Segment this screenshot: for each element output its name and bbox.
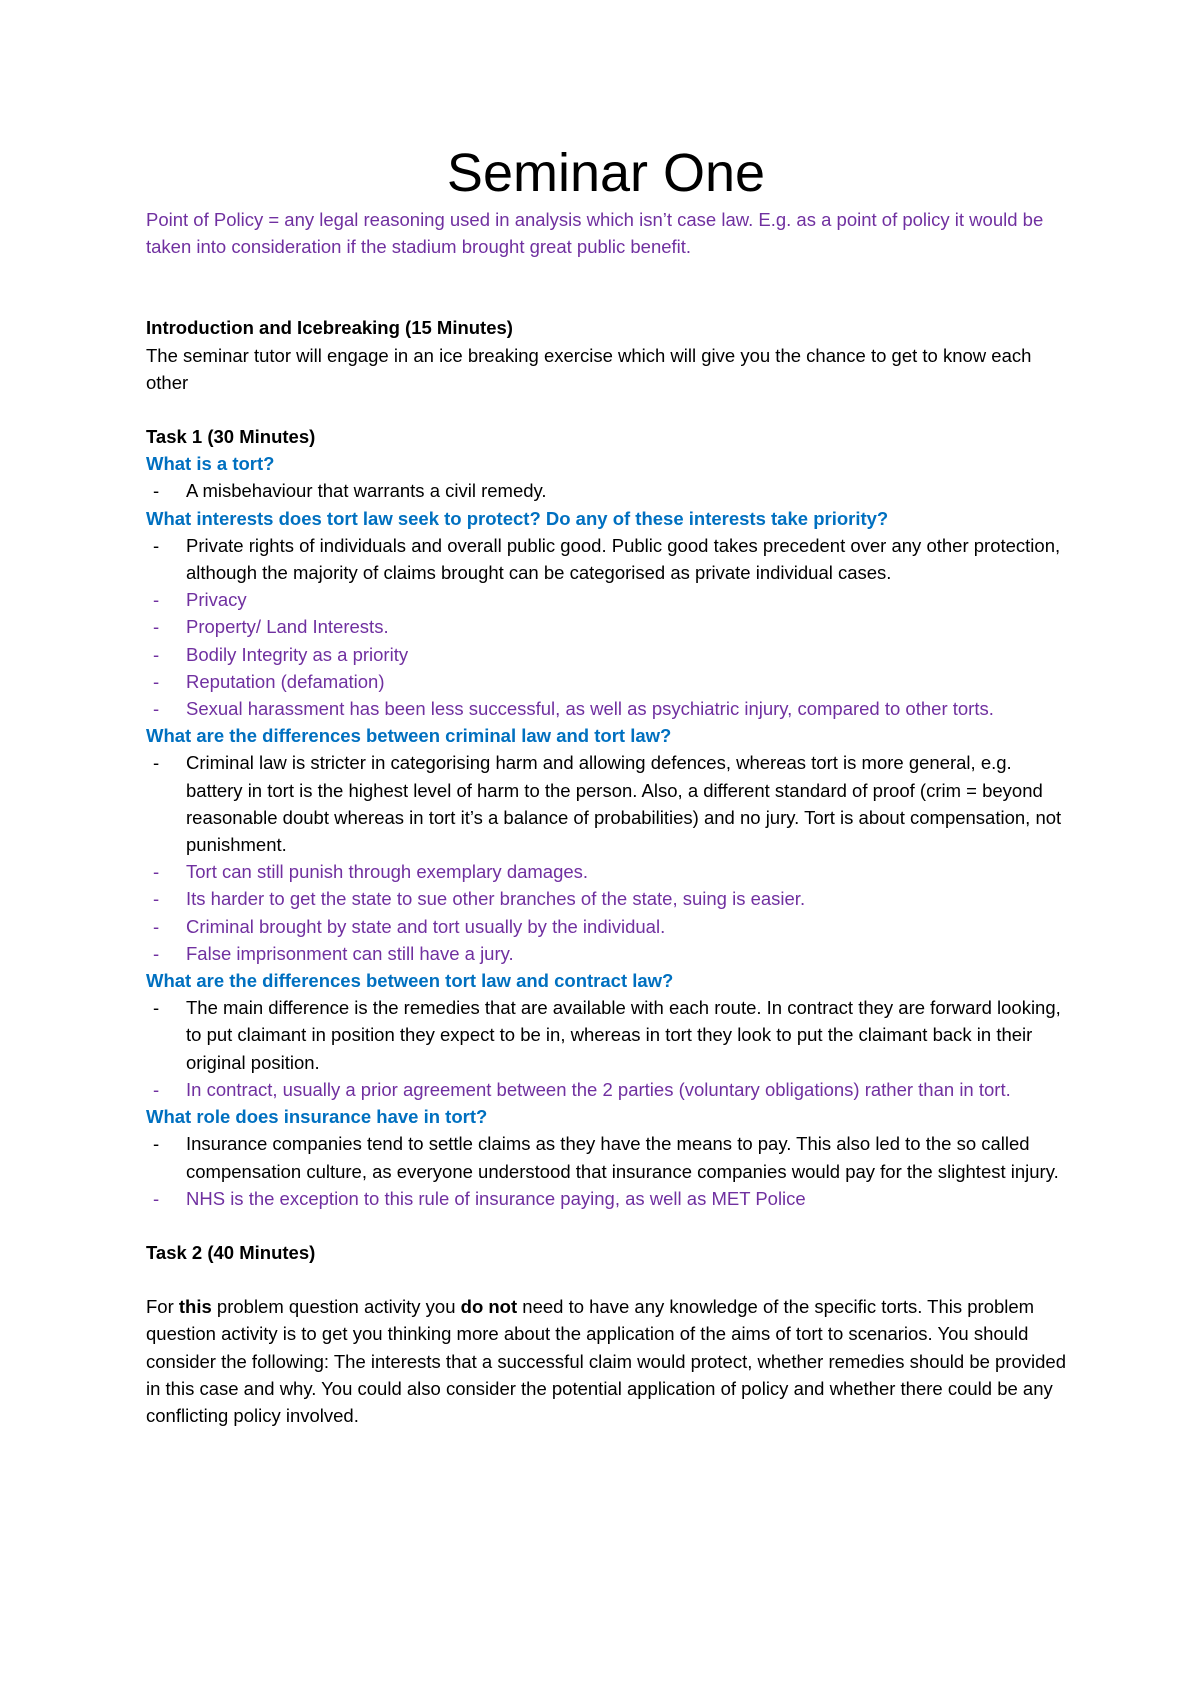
list-dash-icon: - [153,942,160,964]
list-dash-icon: - [153,861,160,883]
answer-text: In contract, usually a prior agreement between the 2 parties (voluntary obligations) rather than in tort. [186,1078,1011,1100]
list-dash-icon: - [153,1133,160,1155]
document-page [146,140,1066,1429]
question-heading: What are the differences between criminal law and tort law? [146,725,672,747]
answer-list [146,532,1066,722]
answer-text: Reputation (defamation) [186,670,385,692]
list-dash-icon: - [153,616,160,638]
answer-text: Its harder to get the state to sue other branches of the state, suing is easier. [186,888,806,910]
answer-text: Criminal brought by state and tort usually by the individual. [186,915,666,937]
list-dash-icon: - [153,589,160,611]
answer-text: Tort can still punish through exemplary damages. [186,861,589,883]
task2-emphasis-do-not: do not [460,1296,518,1318]
list-dash-icon: - [153,670,160,692]
answer-item [146,695,1066,722]
answer-item [146,913,1066,940]
answer-item [146,613,1066,640]
question-heading: What interests does tort law seek to protect? Do any of these interests take priority? [146,507,889,529]
list-dash-icon: - [153,480,160,502]
answer-item [146,1076,1066,1103]
list-dash-icon: - [153,1187,160,1209]
answer-text: Bodily Integrity as a priority [186,643,409,665]
answer-item [146,1130,1066,1184]
page-title: Seminar One [446,143,766,203]
answer-item [146,858,1066,885]
answer-item [146,641,1066,668]
answer-item [146,1185,1066,1212]
task1-heading: Task 1 (30 Minutes) [146,426,316,448]
answer-text: Sexual harassment has been less successful, as well as psychiatric injury, compared to other torts. [186,698,994,720]
answer-item [146,668,1066,695]
task2-emphasis-this: this [178,1296,212,1318]
answer-text: The main difference is the remedies that are available with each route. In contract they are forward looking, to put claimant in position they expect to be in, whereas in tort they look to put the claimant back in their original position. [186,997,1061,1073]
answer-item [146,885,1066,912]
answer-item [146,532,1066,586]
intro-heading: Introduction and Icebreaking (15 Minutes) [146,317,513,339]
answer-item [146,477,1066,504]
list-dash-icon: - [153,643,160,665]
task2-heading: Task 2 (40 Minutes) [146,1241,316,1263]
spacer [146,260,1066,314]
task1-sections [146,450,1066,1212]
spacer [146,396,1066,423]
list-dash-icon: - [153,534,160,556]
answer-list [146,994,1066,1103]
answer-text: NHS is the exception to this rule of insurance paying, as well as MET Police [186,1187,806,1209]
list-dash-icon: - [153,1078,160,1100]
answer-text: Criminal law is stricter in categorising harm and allowing defences, whereas tort is more general, e.g. battery in tort is the highest level of harm to the person. Also, a different standard of proof (crim = beyond reasonable doubt whereas in tort it’s a balance of probabilities) and no jury. Tort is about compensation, not punishment. [186,752,1062,856]
answer-text: Insurance companies tend to settle claims as they have the means to pay. This also led to the so called compensation culture, as everyone understood that insurance companies would pay for the slightest injury. [186,1133,1059,1182]
answer-text: Private rights of individuals and overall public good. Public good takes precedent over any other protection, although the majority of claims brought can be categorised as private individual cases. [186,534,1061,584]
answer-list [146,749,1066,967]
list-dash-icon: - [153,888,160,910]
spacer [146,1266,1066,1293]
policy-note: Point of Policy = any legal reasoning used in analysis which isn’t case law. E.g. as a point of policy it would be taken into consideration if the stadium brought great public benefit. [146,209,1044,258]
answer-item [146,586,1066,613]
answer-text: Privacy [186,589,247,611]
answer-text: A misbehaviour that warrants a civil remedy. [186,480,547,502]
answer-item [146,749,1066,858]
question-heading: What are the differences between tort law and contract law? [146,970,674,992]
list-dash-icon: - [153,915,160,937]
answer-text: Property/ Land Interests. [186,616,389,638]
answer-list [146,477,1066,504]
answer-item [146,940,1066,967]
list-dash-icon: - [153,698,160,720]
task2-text-1: For [146,1296,179,1318]
intro-text: The seminar tutor will engage in an ice breaking exercise which will give you the chance to get to know each other [146,344,1032,393]
answer-text: False imprisonment can still have a jury. [186,942,514,964]
question-heading: What role does insurance have in tort? [146,1106,488,1128]
answer-list [146,1130,1066,1212]
task2-text-3: need to have any knowledge of the specific torts. This problem question activity is to get you thinking more about the application of the aims of tort to scenarios. You should consider the following: The interests that a successful claim would protect, whether remedies should be provided in this case and why. You could also consider the potential application of policy and whether there could be any conflicting policy involved. [146,1296,1067,1426]
question-heading: What is a tort? [146,453,275,475]
task2-text-2: problem question activity you [211,1296,461,1318]
list-dash-icon: - [153,752,160,774]
spacer [146,1212,1066,1239]
list-dash-icon: - [153,997,160,1019]
answer-item [146,994,1066,1076]
task2-paragraph [146,1293,1066,1429]
